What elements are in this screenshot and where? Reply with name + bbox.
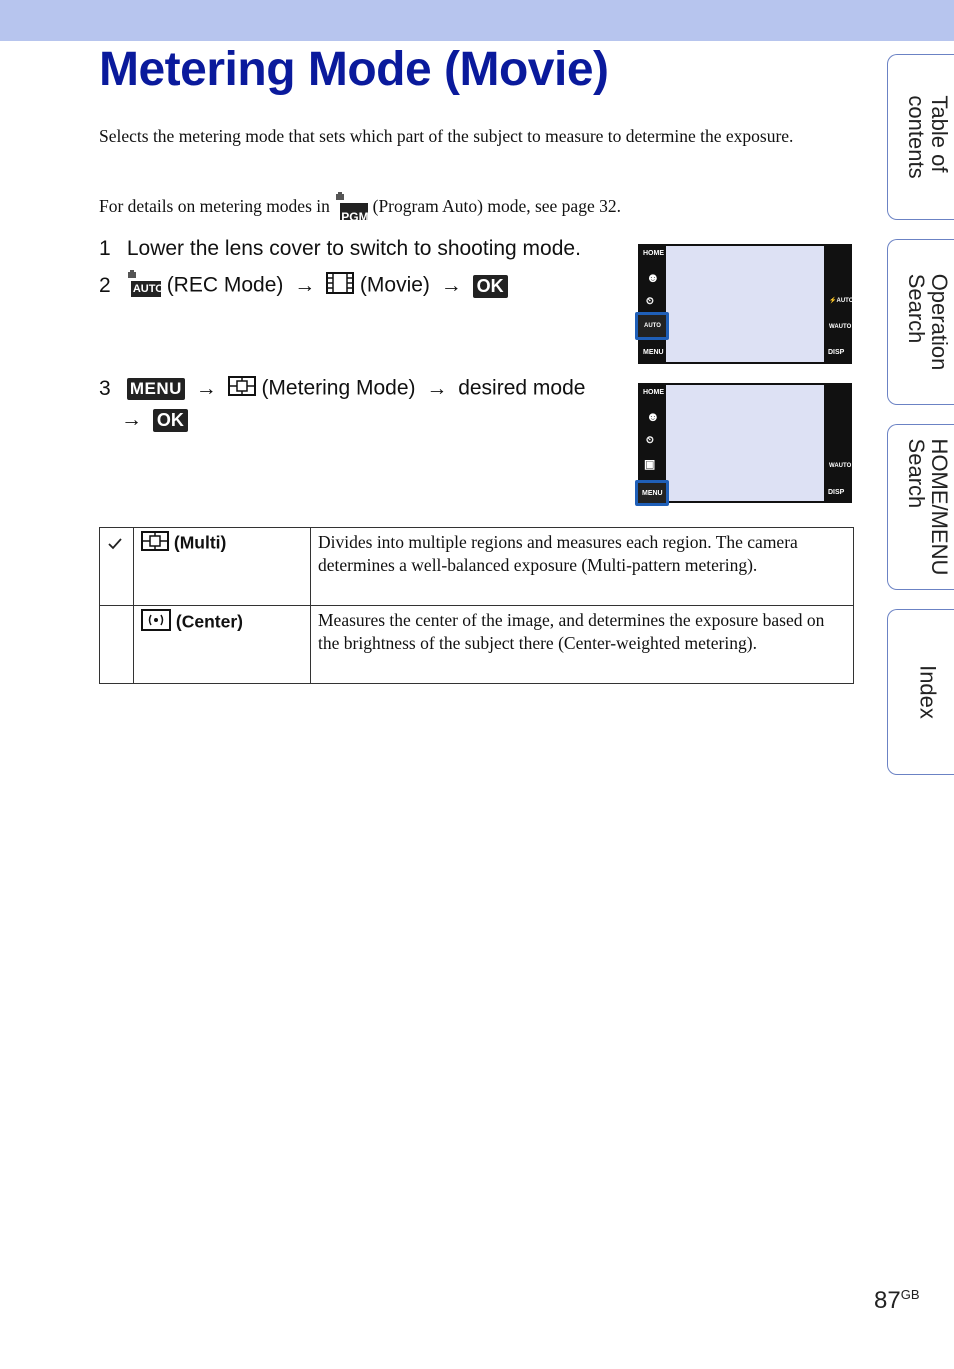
white-balance-icon: WAUTO (829, 324, 852, 330)
disp-label: DISP (828, 489, 845, 496)
metering-modes-table (99, 527, 854, 684)
arrow-icon: → (440, 273, 462, 297)
step-2-number: 2 (99, 273, 111, 297)
mode-name: (Multi) (173, 532, 227, 553)
movie-label: (Movie) (359, 273, 430, 297)
step-1-text: Lower the lens cover to switch to shooting mode. (126, 237, 581, 260)
menu-button-icon: MENU (127, 378, 185, 400)
smile-icon: ☻ (646, 409, 660, 424)
selected-menu-icon (635, 480, 669, 506)
step-3-number: 3 (99, 376, 111, 400)
home-label: HOME (643, 250, 664, 257)
page-number: $87^{GB}$ (874, 1287, 920, 1314)
rec-mode-icon-label: AUTO (644, 323, 661, 329)
metering-mode-label: (Metering Mode) (261, 376, 416, 400)
home-label: HOME (643, 389, 664, 396)
screen-display (666, 246, 824, 362)
white-balance-icon: WAUTO (829, 463, 852, 469)
mode-description: Divides into multiple regions and measures each region. The camera determines a well-balanced exposure (Multi-pattern metering). (311, 528, 854, 606)
camera-auto-icon (127, 273, 164, 299)
tab-label: Operation Search (903, 273, 952, 371)
details-text (99, 194, 819, 224)
desired-mode-label: desired mode (458, 376, 586, 400)
step-3 (99, 376, 585, 402)
movie-mode-icon: ▣ (644, 457, 656, 471)
table-row (100, 606, 854, 684)
details-before: For details on metering modes in (99, 196, 330, 216)
tab-index[interactable] (887, 609, 954, 775)
intro-text: Selects the metering mode that sets which part of the subject to measure to determine the exposure. (99, 126, 794, 146)
smile-icon: ☻ (646, 270, 660, 285)
rec-mode-label: (REC Mode) (166, 273, 284, 297)
table-row (100, 528, 854, 606)
camera-screen-2 (638, 383, 852, 503)
table-cell (100, 606, 134, 684)
menu-label: MENU (643, 349, 664, 356)
self-timer-icon: ⏲ (646, 435, 654, 446)
step-1 (99, 237, 581, 261)
movie-icon (326, 272, 354, 300)
metering-mode-icon (228, 376, 256, 402)
auto-icon-label: AUTO (132, 283, 164, 295)
self-timer-icon: ⏲ (646, 296, 654, 307)
details-after: (Program Auto) mode, see page 32. (372, 196, 621, 216)
mode-name: (Center) (175, 611, 243, 632)
step-3-continued (121, 408, 188, 432)
disp-label: DISP (828, 349, 845, 356)
step-1-number: 1 (99, 237, 111, 260)
page-title: Metering Mode (Movie) (99, 43, 609, 96)
checkmark-icon (107, 537, 123, 551)
menu-label: MENU (642, 490, 663, 497)
tab-label: HOME/MENU Search (903, 438, 952, 576)
tab-home-menu-search[interactable] (887, 424, 954, 590)
tab-label: Index (915, 665, 940, 719)
ok-button-icon: OK (473, 275, 508, 298)
tab-table-of-contents[interactable] (887, 54, 954, 220)
camera-screen-1 (638, 244, 852, 364)
tab-label: Table of contents (903, 95, 952, 179)
flash-icon: ⚡AUTO (829, 298, 854, 304)
mode-description: Measures the center of the image, and determines the exposure based on the brightness of the subject there (Center-weighted metering). (311, 606, 854, 684)
pgm-icon-label: PGM (341, 209, 369, 224)
center-metering-icon (141, 609, 171, 637)
table-cell (100, 528, 134, 606)
selected-rec-mode-icon (635, 312, 669, 340)
header-bar (0, 0, 954, 41)
table-cell (134, 528, 311, 606)
multi-metering-icon (141, 531, 169, 557)
table-cell (134, 606, 311, 684)
arrow-icon: → (426, 376, 448, 400)
camera-pgm-icon (334, 195, 369, 224)
tab-operation-search[interactable] (887, 239, 954, 405)
arrow-icon: → (294, 273, 316, 297)
ok-button-icon: OK (153, 409, 188, 432)
arrow-icon: → (195, 376, 217, 400)
step-2 (99, 272, 508, 300)
screen-display (666, 385, 824, 501)
arrow-icon: → (121, 408, 142, 431)
